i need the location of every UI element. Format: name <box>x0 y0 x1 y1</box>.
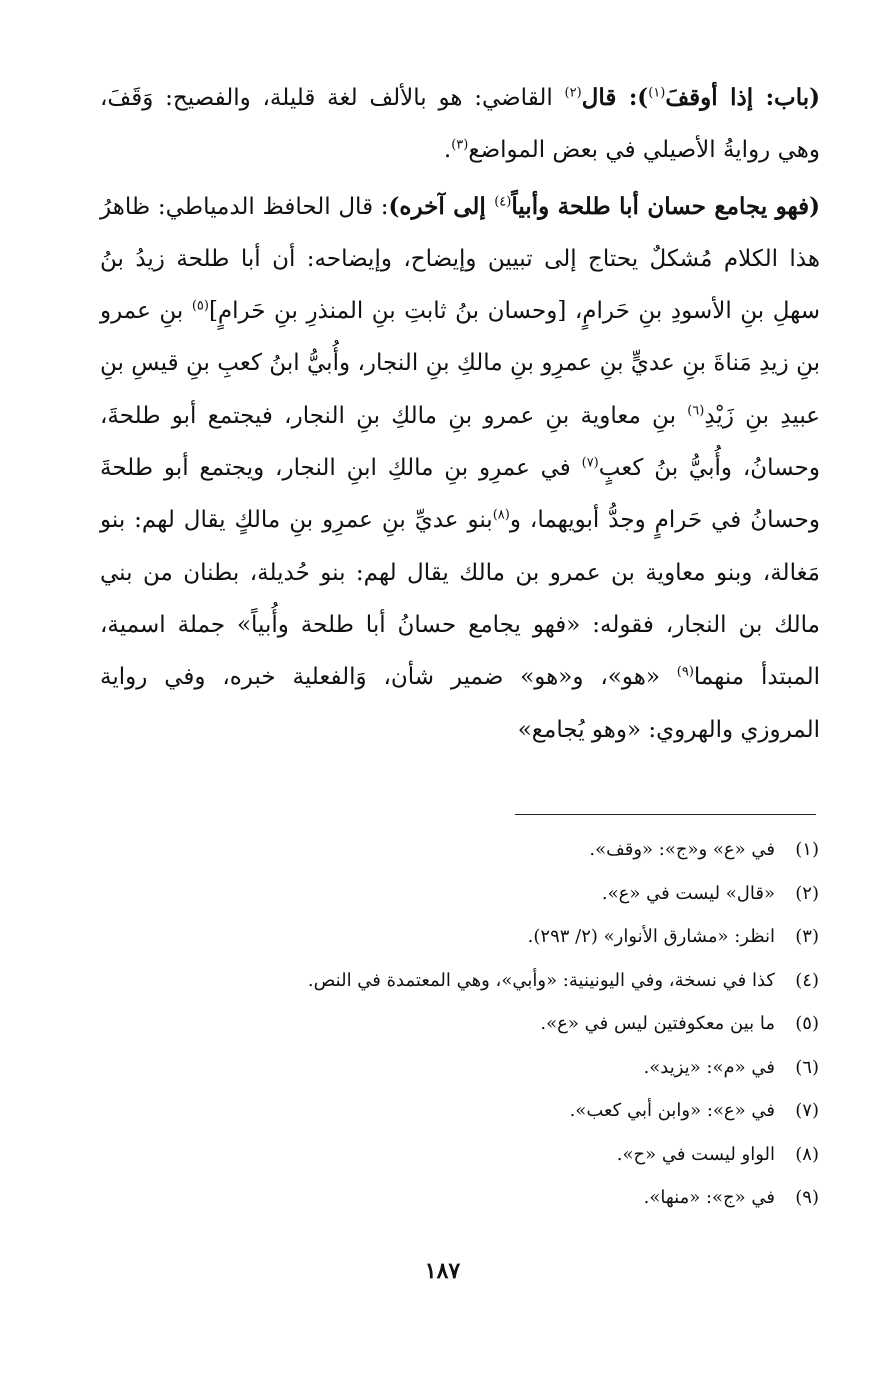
footnote <box>99 1176 819 1220</box>
paragraph-bab <box>100 72 820 177</box>
footnote-ref[interactable]: (٦) <box>687 403 705 419</box>
paragraph-text: . <box>443 137 452 164</box>
footnote-ref[interactable]: (٨) <box>492 507 510 523</box>
footnote-text: في «ج»: «منها». <box>643 1187 775 1208</box>
footnote-number: (٩) <box>795 1187 819 1208</box>
footnote-number: (٣) <box>795 926 819 947</box>
footnote-text: في «ع» و«ج»: «وقف». <box>589 839 775 860</box>
footnote-number: (٧) <box>795 1100 819 1121</box>
footnote-ref[interactable]: (٢) <box>564 85 582 101</box>
paragraph-text: في عمرِو بنِ مالكِ ابنِ النجار، ويجتمع أبو طلحةَ وحسانُ في حَرامٍ وجدُّ أبويهما، و <box>100 455 820 534</box>
footnote <box>99 1002 819 1046</box>
footnote-number: (٢) <box>795 882 819 904</box>
footnote-text: «قال» ليست في «ع». <box>601 882 775 904</box>
hadith-quote: (فهو يجامع حسان أبا طلحة وأبياً <box>511 192 821 220</box>
footnote-ref[interactable]: (٧) <box>581 455 599 471</box>
paragraph-text: القاضي: هو بالألف لغة قليلة، والفصيح: وَقَفَ، وهي روايةُ الأصيلي في بعض المواضع <box>100 85 820 164</box>
chapter-heading-end: ): قال <box>581 84 649 111</box>
paragraph-text: بنو عديِّ بنِ عمرِو بنِ مالكٍ يقال لهم: بنو مَغالة، وبنو معاوية بن عمرو بن مالك يقال لهم: بنو حُديلة، بطنان من بني مالك بن النجار، فقوله: «فهو يجامع حسانُ أبا طلحة وأُبياً» جملة اسمية، المبتدأ منهما <box>100 507 820 691</box>
footnote-text: في «ع»: «وابن أبي كعب». <box>569 1100 775 1121</box>
chapter-heading: (باب: إذا أوقفَ <box>665 84 821 111</box>
main-text <box>100 72 820 756</box>
footnote-ref[interactable]: (٥) <box>191 298 209 314</box>
footnote-text: ما بين معكوفتين ليس في «ع». <box>540 1013 775 1034</box>
footnote-number: (٥) <box>795 1013 819 1034</box>
footnote-ref[interactable]: (١) <box>648 85 666 101</box>
footnote <box>99 1089 819 1133</box>
paragraph-text: بنِ عمرو بنِ زيدِ مَناةَ بنِ عديٍّ بنِ عمرِو بنِ مالكِ بنِ النجار، وأُبيُّ ابنُ كعبِ بنِ قيسِ بنِ عبيدِ بنِ زَيْدِ <box>100 298 820 429</box>
paragraph-hadith <box>100 181 820 756</box>
footnote-ref[interactable]: (٤) <box>494 193 512 209</box>
footnote-number: (٦) <box>795 1056 819 1078</box>
footnote-text: كذا في نسخة، وفي اليونينية: «وأبي»، وهي المعتمدة في النص. <box>307 969 775 991</box>
footnote-ref[interactable]: (٣) <box>451 137 469 153</box>
footnote <box>99 1046 819 1090</box>
paragraph-text: «هو»، و«هو» ضمير شأن، وَالفعلية خبره، وفي رواية المروزي والهروي: «وهو يُجامع» <box>100 664 820 743</box>
hadith-quote-end: إلى آخره) <box>388 192 495 220</box>
footnote-text: الواو ليست في «ح». <box>616 1143 775 1165</box>
footnote-ref[interactable]: (٩) <box>676 664 694 680</box>
page-number: ١٨٧ <box>424 1258 461 1284</box>
footnote <box>99 1133 819 1177</box>
paragraph-text: : قال الحافظ الدمياطي: ظاهرُ هذا الكلام مُشكلٌ يحتاج إلى تبيين وإيضاح، وإيضاحه: أن أبا طلحة زيدُ بنُ سهلِ بنِ الأسودِ بنِ حَرامٍ، [وحسان بنُ ثابتِ بنِ المنذرِ بنِ حَرامٍ] <box>100 193 821 325</box>
footnote <box>99 828 819 872</box>
footnote-divider <box>515 814 816 815</box>
footnote <box>99 915 819 959</box>
footnote-text: في «م»: «يزيد». <box>643 1056 775 1078</box>
footnote-number: (١) <box>795 839 819 860</box>
footnote <box>99 959 819 1003</box>
footnote-number: (٤) <box>795 969 819 991</box>
footnotes-list <box>99 828 819 1220</box>
footnote-text: انظر: «مشارق الأنوار» (٢/ ٢٩٣). <box>527 926 775 947</box>
footnote <box>99 872 819 916</box>
paragraph-text: بنِ معاوية بنِ عمرو بنِ مالكِ بنِ النجار، فيجتمع أبو طلحةَ، وحسانُ، وأُبيُّ بنُ كعبٍ <box>100 402 820 482</box>
footnote-number: (٨) <box>795 1143 819 1165</box>
